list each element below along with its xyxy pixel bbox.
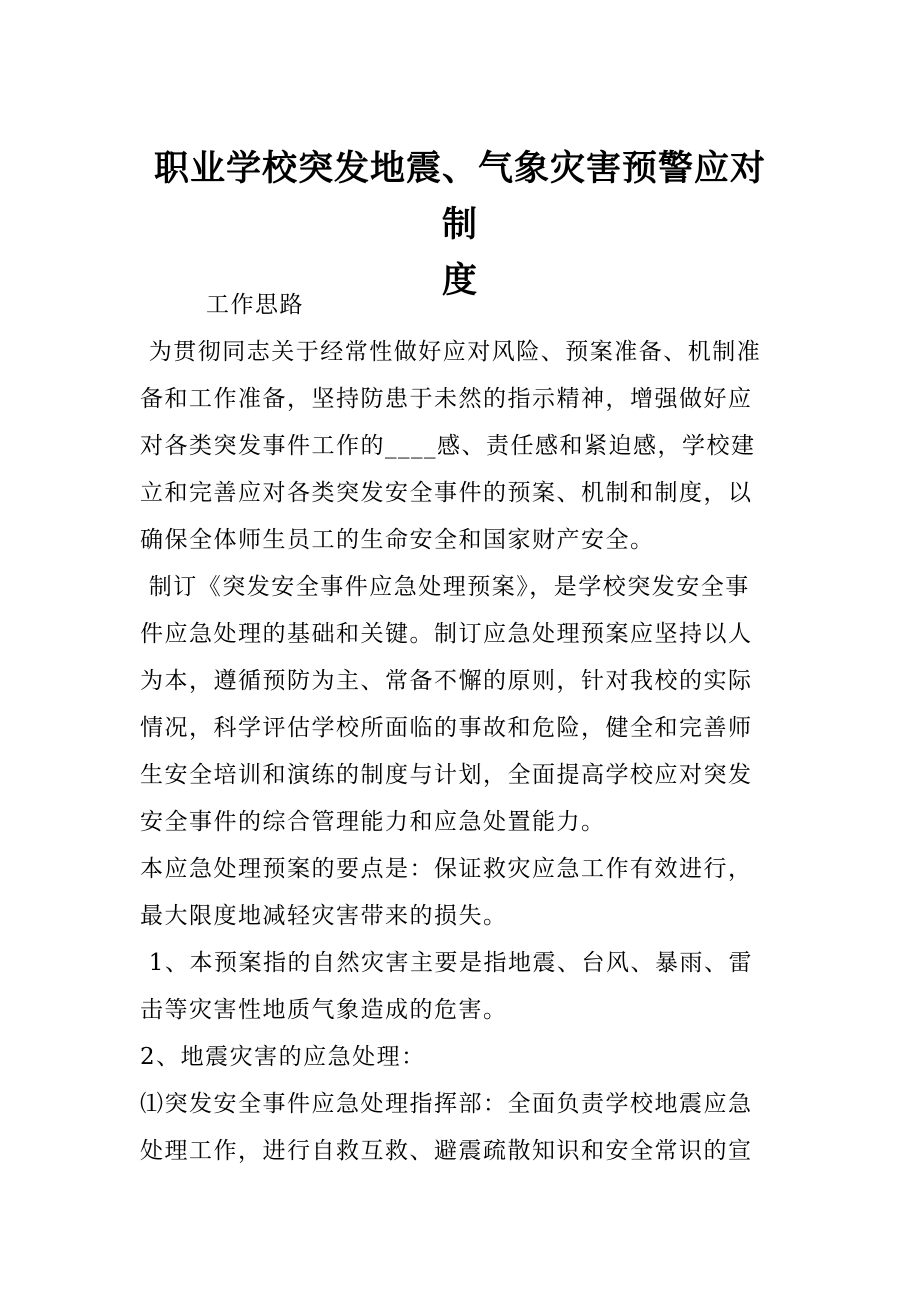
title-line-1: 职业学校突发地震、气象灾害预警应对制	[153, 149, 766, 245]
body-line: 为贯彻同志关于经常性做好应对风险、预案准备、机制准	[140, 339, 762, 365]
body-line: 为本，遵循预防为主、常备不懈的原则，针对我校的实际	[140, 668, 753, 694]
body-line: 1、本预案指的自然灾害主要是指地震、台风、暴雨、雷	[140, 950, 753, 976]
body-line: ⑴突发安全事件应急处理指挥部：全面负责学校地震应急	[140, 1091, 753, 1117]
body-line: 击等灾害性地质气象造成的危害。	[140, 997, 508, 1023]
section-heading: 工作思路	[206, 292, 304, 318]
body-line: 件应急处理的基础和关键。制订应急处理预案应坚持以人	[140, 621, 753, 647]
body-line: 本应急处理预案的要点是：保证救灾应急工作有效进行，	[140, 856, 753, 882]
body-line: 情况，科学评估学校所面临的事故和危险，健全和完善师	[140, 715, 753, 741]
body-line: 处理工作，进行自救互救、避震疏散知识和安全常识的宣	[140, 1138, 753, 1164]
document-body	[140, 282, 790, 1175]
body-line: 生安全培训和演练的制度与计划，全面提高学校应对突发	[140, 762, 753, 788]
body-line: 最大限度地减轻灾害带来的损失。	[140, 903, 508, 929]
body-line: 备和工作准备，坚持防患于未然的指示精神，增强做好应	[140, 386, 753, 412]
body-line: 确保全体师生员工的生命安全和国家财产安全。	[140, 527, 655, 553]
body-line: 2、地震灾害的应急处理：	[140, 1044, 426, 1070]
body-line: 安全事件的综合管理能力和应急处置能力。	[140, 809, 606, 835]
body-line: 制订《突发安全事件应急处理预案》，是学校突发安全事	[140, 574, 750, 600]
title-line-2: 度	[441, 261, 478, 301]
body-line: 立和完善应对各类突发安全事件的预案、机制和制度，以	[140, 480, 753, 506]
body-line: 对各类突发事件工作的____感、责任感和紧迫感，学校建	[140, 433, 756, 459]
